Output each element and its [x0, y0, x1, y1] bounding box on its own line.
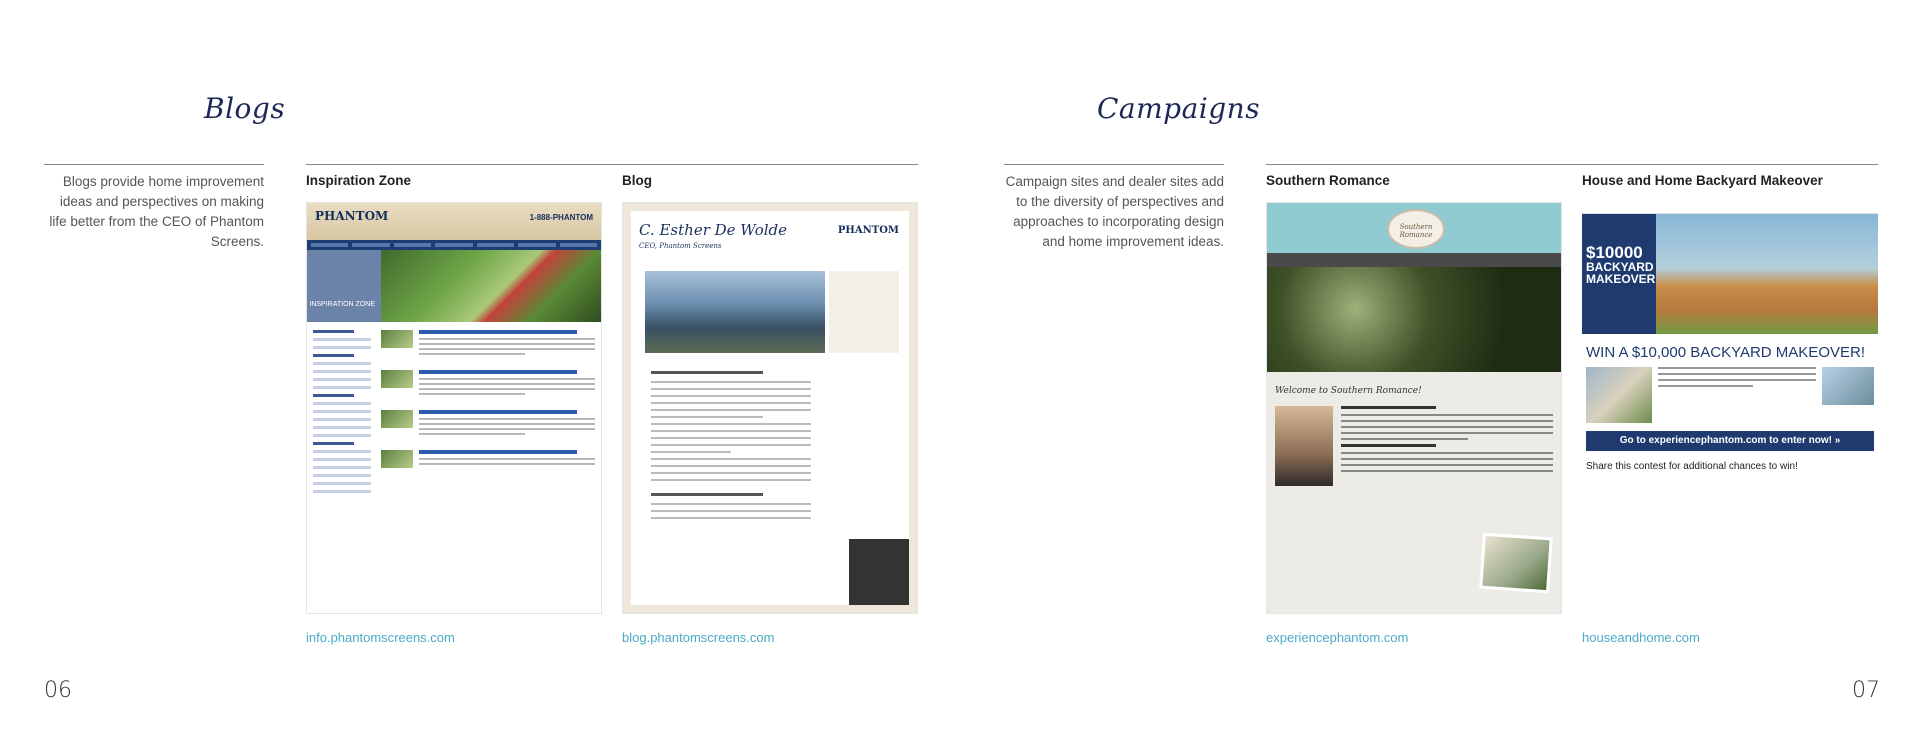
blogs-section-title: Blogs	[204, 92, 286, 125]
phantom-logo: PHANTOM	[837, 225, 899, 236]
backyard-chairs-image	[1656, 214, 1878, 334]
southern-romance-label: Southern Romance	[1266, 173, 1390, 188]
phantom-logo: PHANTOM	[315, 209, 389, 223]
prize-panel	[1582, 214, 1656, 334]
inspiration-zone-hero-label: INSPIRATION ZONE	[307, 250, 381, 322]
right-columns-divider	[1266, 164, 1878, 165]
campaigns-intro-text: Campaign sites and dealer sites add to the diversity of perspectives and approaches to incorporating design and home improvement ideas.	[1005, 174, 1224, 249]
page-number-left: 06	[44, 678, 72, 703]
southern-romance-screenshot	[1266, 202, 1562, 614]
video-thumbnail	[1822, 367, 1874, 405]
welcome-body	[1341, 406, 1553, 486]
list-item	[381, 450, 595, 468]
list-item	[381, 410, 595, 438]
site-header-bar	[1582, 202, 1878, 214]
southern-romance-badge: Southern Romance	[1387, 209, 1445, 249]
prize-line-1: BACKYARD	[1586, 260, 1654, 274]
garden-hero-image	[381, 250, 601, 322]
list-item	[381, 330, 595, 358]
welcome-heading: Welcome to Southern Romance!	[1275, 386, 1422, 396]
enter-now-button[interactable]: Go to experiencephantom.com to enter now! »	[1586, 431, 1874, 451]
host-photo	[1275, 406, 1333, 486]
left-columns-divider	[306, 164, 918, 165]
prize-amount: $10000	[1586, 243, 1643, 262]
inspiration-zone-label: Inspiration Zone	[306, 173, 412, 188]
house-and-home-label: House and Home Backyard Makeover	[1582, 173, 1823, 188]
oak-tree-hero-image	[1267, 267, 1561, 372]
follow-popup	[849, 539, 909, 605]
houseandhome-link[interactable]: houseandhome.com	[1582, 630, 1700, 645]
site-nav-bar	[1267, 253, 1561, 267]
porch-hero-image	[645, 271, 825, 353]
house-photo	[1479, 533, 1553, 594]
contest-headline: WIN A $10,000 BACKYARD MAKEOVER!	[1586, 344, 1865, 361]
phone-number: 1-888-PHANTOM	[529, 213, 593, 222]
site-nav-bar	[307, 240, 601, 250]
screen-porch-image	[1586, 367, 1652, 423]
hero-caption-panel	[829, 271, 899, 353]
blog-label: Blog	[622, 173, 652, 188]
right-intro-divider	[1004, 164, 1224, 165]
blog-post-body	[651, 371, 811, 524]
page-number-right: 07	[1852, 678, 1880, 703]
house-and-home-screenshot	[1582, 202, 1878, 502]
blog-screenshot	[622, 202, 918, 614]
blog-author-role: CEO, Phantom Screens	[639, 242, 722, 250]
left-intro-divider	[44, 164, 264, 165]
prize-line-2: MAKEOVER	[1586, 272, 1656, 286]
list-item	[381, 370, 595, 398]
blogs-intro-text: Blogs provide home improvement ideas and perspectives on making life better from the CEO of Phantom Screens.	[49, 174, 264, 249]
sidebar	[313, 330, 371, 498]
blog-author-name: C. Esther De Wolde	[639, 221, 788, 239]
inspiration-zone-screenshot	[306, 202, 602, 614]
inspiration-zone-link[interactable]: info.phantomscreens.com	[306, 630, 455, 645]
campaigns-section-title: Campaigns	[1097, 92, 1261, 125]
experiencephantom-link[interactable]: experiencephantom.com	[1266, 630, 1409, 645]
contest-description	[1658, 367, 1816, 423]
post-list	[381, 330, 595, 498]
share-contest-text: Share this contest for additional chances to win!	[1586, 461, 1798, 472]
blog-link[interactable]: blog.phantomscreens.com	[622, 630, 775, 645]
